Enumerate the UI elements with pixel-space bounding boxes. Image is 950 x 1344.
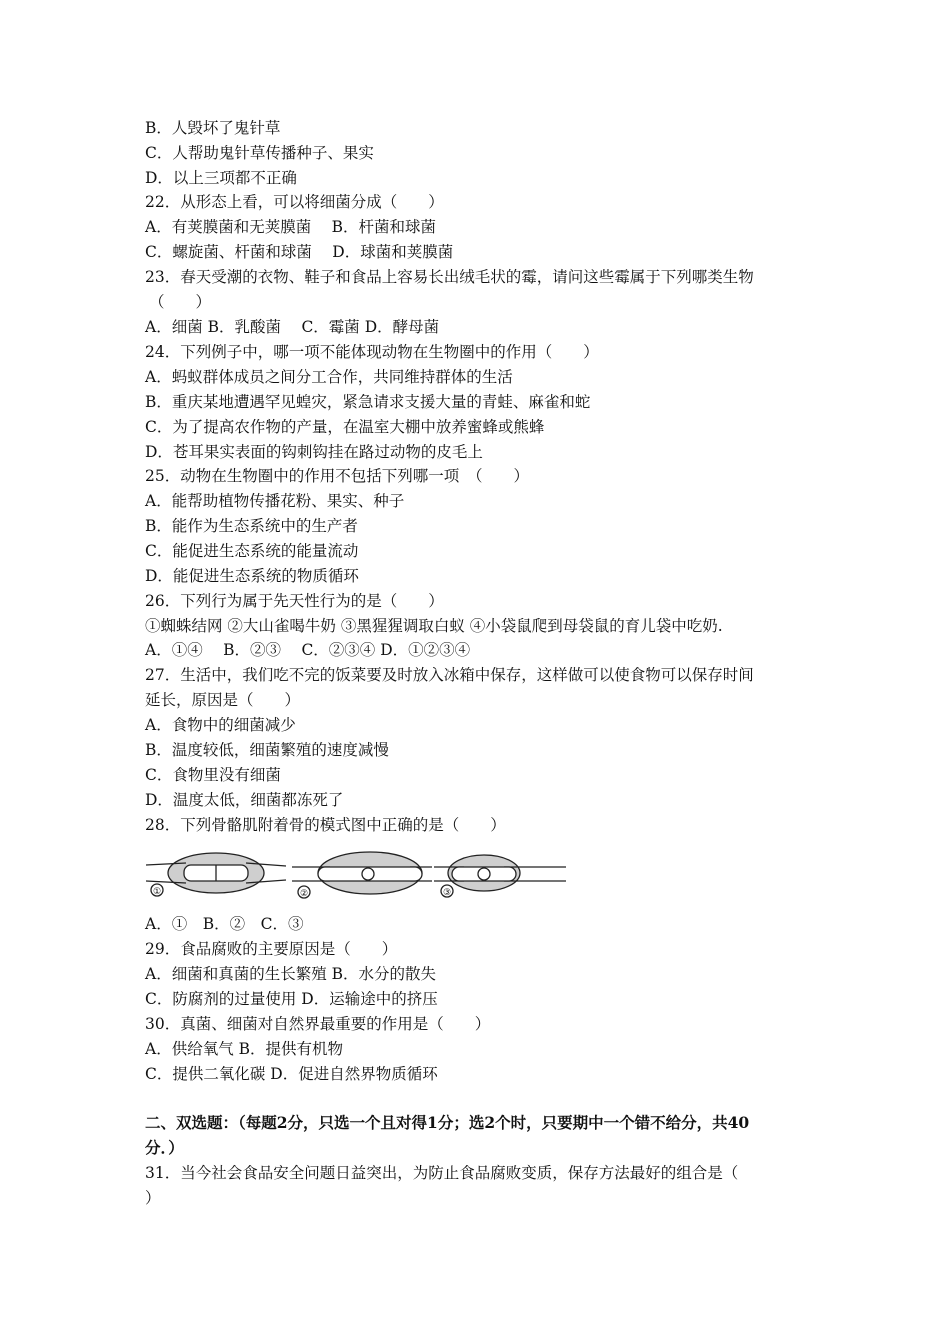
question-26: 26．下列行为属于先天性行为的是（ ） xyxy=(145,592,444,610)
diagram-3 xyxy=(434,855,566,898)
question-28: 28．下列骨骼肌附着骨的模式图中正确的是（ ） xyxy=(145,816,506,834)
question-23-cont: （ ） xyxy=(149,293,212,311)
question-31-cont: ） xyxy=(145,1189,161,1207)
question-27: 27．生活中，我们吃不完的饭菜要及时放入冰箱中保存，这样做可以使食物可以保存时间 xyxy=(145,666,754,684)
option-27c: C．食物里没有细菌 xyxy=(145,766,281,784)
question-23: 23．春天受潮的衣物、鞋子和食品上容易长出绒毛状的霉，请问这些霉属于下列哪类生物 xyxy=(145,268,754,286)
options-22-ab: A．有荚膜菌和无荚膜菌 B．杆菌和球菌 xyxy=(145,218,437,236)
option-27d: D．温度太低，细菌都冻死了 xyxy=(145,791,344,809)
option-24d: D．苍耳果实表面的钩刺钩挂在路过动物的皮毛上 xyxy=(145,443,483,461)
question-30: 30．真菌、细菌对自然界最重要的作用是（ ） xyxy=(145,1015,491,1033)
question-25: 25．动物在生物圈中的作用不包括下列哪一项 （ ） xyxy=(145,467,529,485)
options-26: A．①④ B．②③ C．②③④ D．①②③④ xyxy=(145,641,471,659)
options-23: A．细菌 B．乳酸菌 C．霉菌 D．酵母菌 xyxy=(145,318,440,336)
question-29: 29．食品腐败的主要原因是（ ） xyxy=(145,940,398,958)
muscle-bone-figure xyxy=(146,845,566,903)
option-24c: C．为了提高农作物的产量，在温室大棚中放养蜜蜂或熊蜂 xyxy=(145,418,545,436)
option-27a: A．食物中的细菌减少 xyxy=(145,716,296,734)
joint-3 xyxy=(478,868,490,880)
options-28: A．① B．② C．③ xyxy=(145,915,304,933)
question-27-cont: 延长，原因是（ ） xyxy=(145,691,301,709)
label-2: ② xyxy=(299,889,309,899)
question-26-items: ①蜘蛛结网 ②大山雀喝牛奶 ③黑猩猩调取白蚁 ④小袋鼠爬到母袋鼠的育儿袋中吃奶. xyxy=(145,617,723,635)
options-29-cd: C．防腐剂的过量使用 D．运输途中的挤压 xyxy=(145,990,438,1008)
question-31: 31．当今社会食品安全问题日益突出，为防止食品腐败变质，保存方法最好的组合是（ xyxy=(145,1164,739,1182)
options-30-ab: A．供给氧气 B．提供有机物 xyxy=(145,1040,344,1058)
options-29-ab: A．细菌和真菌的生长繁殖 B．水分的散失 xyxy=(145,965,437,983)
option-21b: B．人毁坏了鬼针草 xyxy=(145,119,281,137)
option-25a: A．能帮助植物传播花粉、果实、种子 xyxy=(145,492,405,510)
option-21c: C．人帮助鬼针草传播种子、果实 xyxy=(145,144,374,162)
option-24b: B．重庆某地遭遇罕见蝗灾，紧急请求支援大量的青蛙、麻雀和蛇 xyxy=(145,393,591,411)
option-25b: B．能作为生态系统中的生产者 xyxy=(145,517,358,535)
label-3: ③ xyxy=(442,888,452,898)
option-21d: D．以上三项都不正确 xyxy=(145,169,297,187)
options-22-cd: C．螺旋菌、杆菌和球菌 D．球菌和荚膜菌 xyxy=(145,243,454,261)
section-title-cont: 分．） xyxy=(145,1138,184,1157)
diagram-2 xyxy=(292,852,432,899)
question-22: 22．从形态上看，可以将细菌分成（ ） xyxy=(145,193,444,211)
diagram-1 xyxy=(146,853,286,897)
option-25d: D．能促进生态系统的物质循环 xyxy=(145,567,359,585)
section-title: 二、双选题：（每题2分，只选一个且对得1分；选2个时，只要期中一个错不给分，共40 xyxy=(145,1113,750,1132)
label-1: ① xyxy=(152,887,162,897)
joint-2 xyxy=(362,868,374,880)
options-30-cd: C．提供二氧化碳 D．促进自然界物质循环 xyxy=(145,1065,438,1083)
option-24a: A．蚂蚁群体成员之间分工合作，共同维持群体的生活 xyxy=(145,368,513,386)
question-24: 24．下列例子中，哪一项不能体现动物在生物圈中的作用（ ） xyxy=(145,343,599,361)
option-27b: B．温度较低，细菌繁殖的速度减慢 xyxy=(145,741,389,759)
option-25c: C．能促进生态系统的能量流动 xyxy=(145,542,359,560)
